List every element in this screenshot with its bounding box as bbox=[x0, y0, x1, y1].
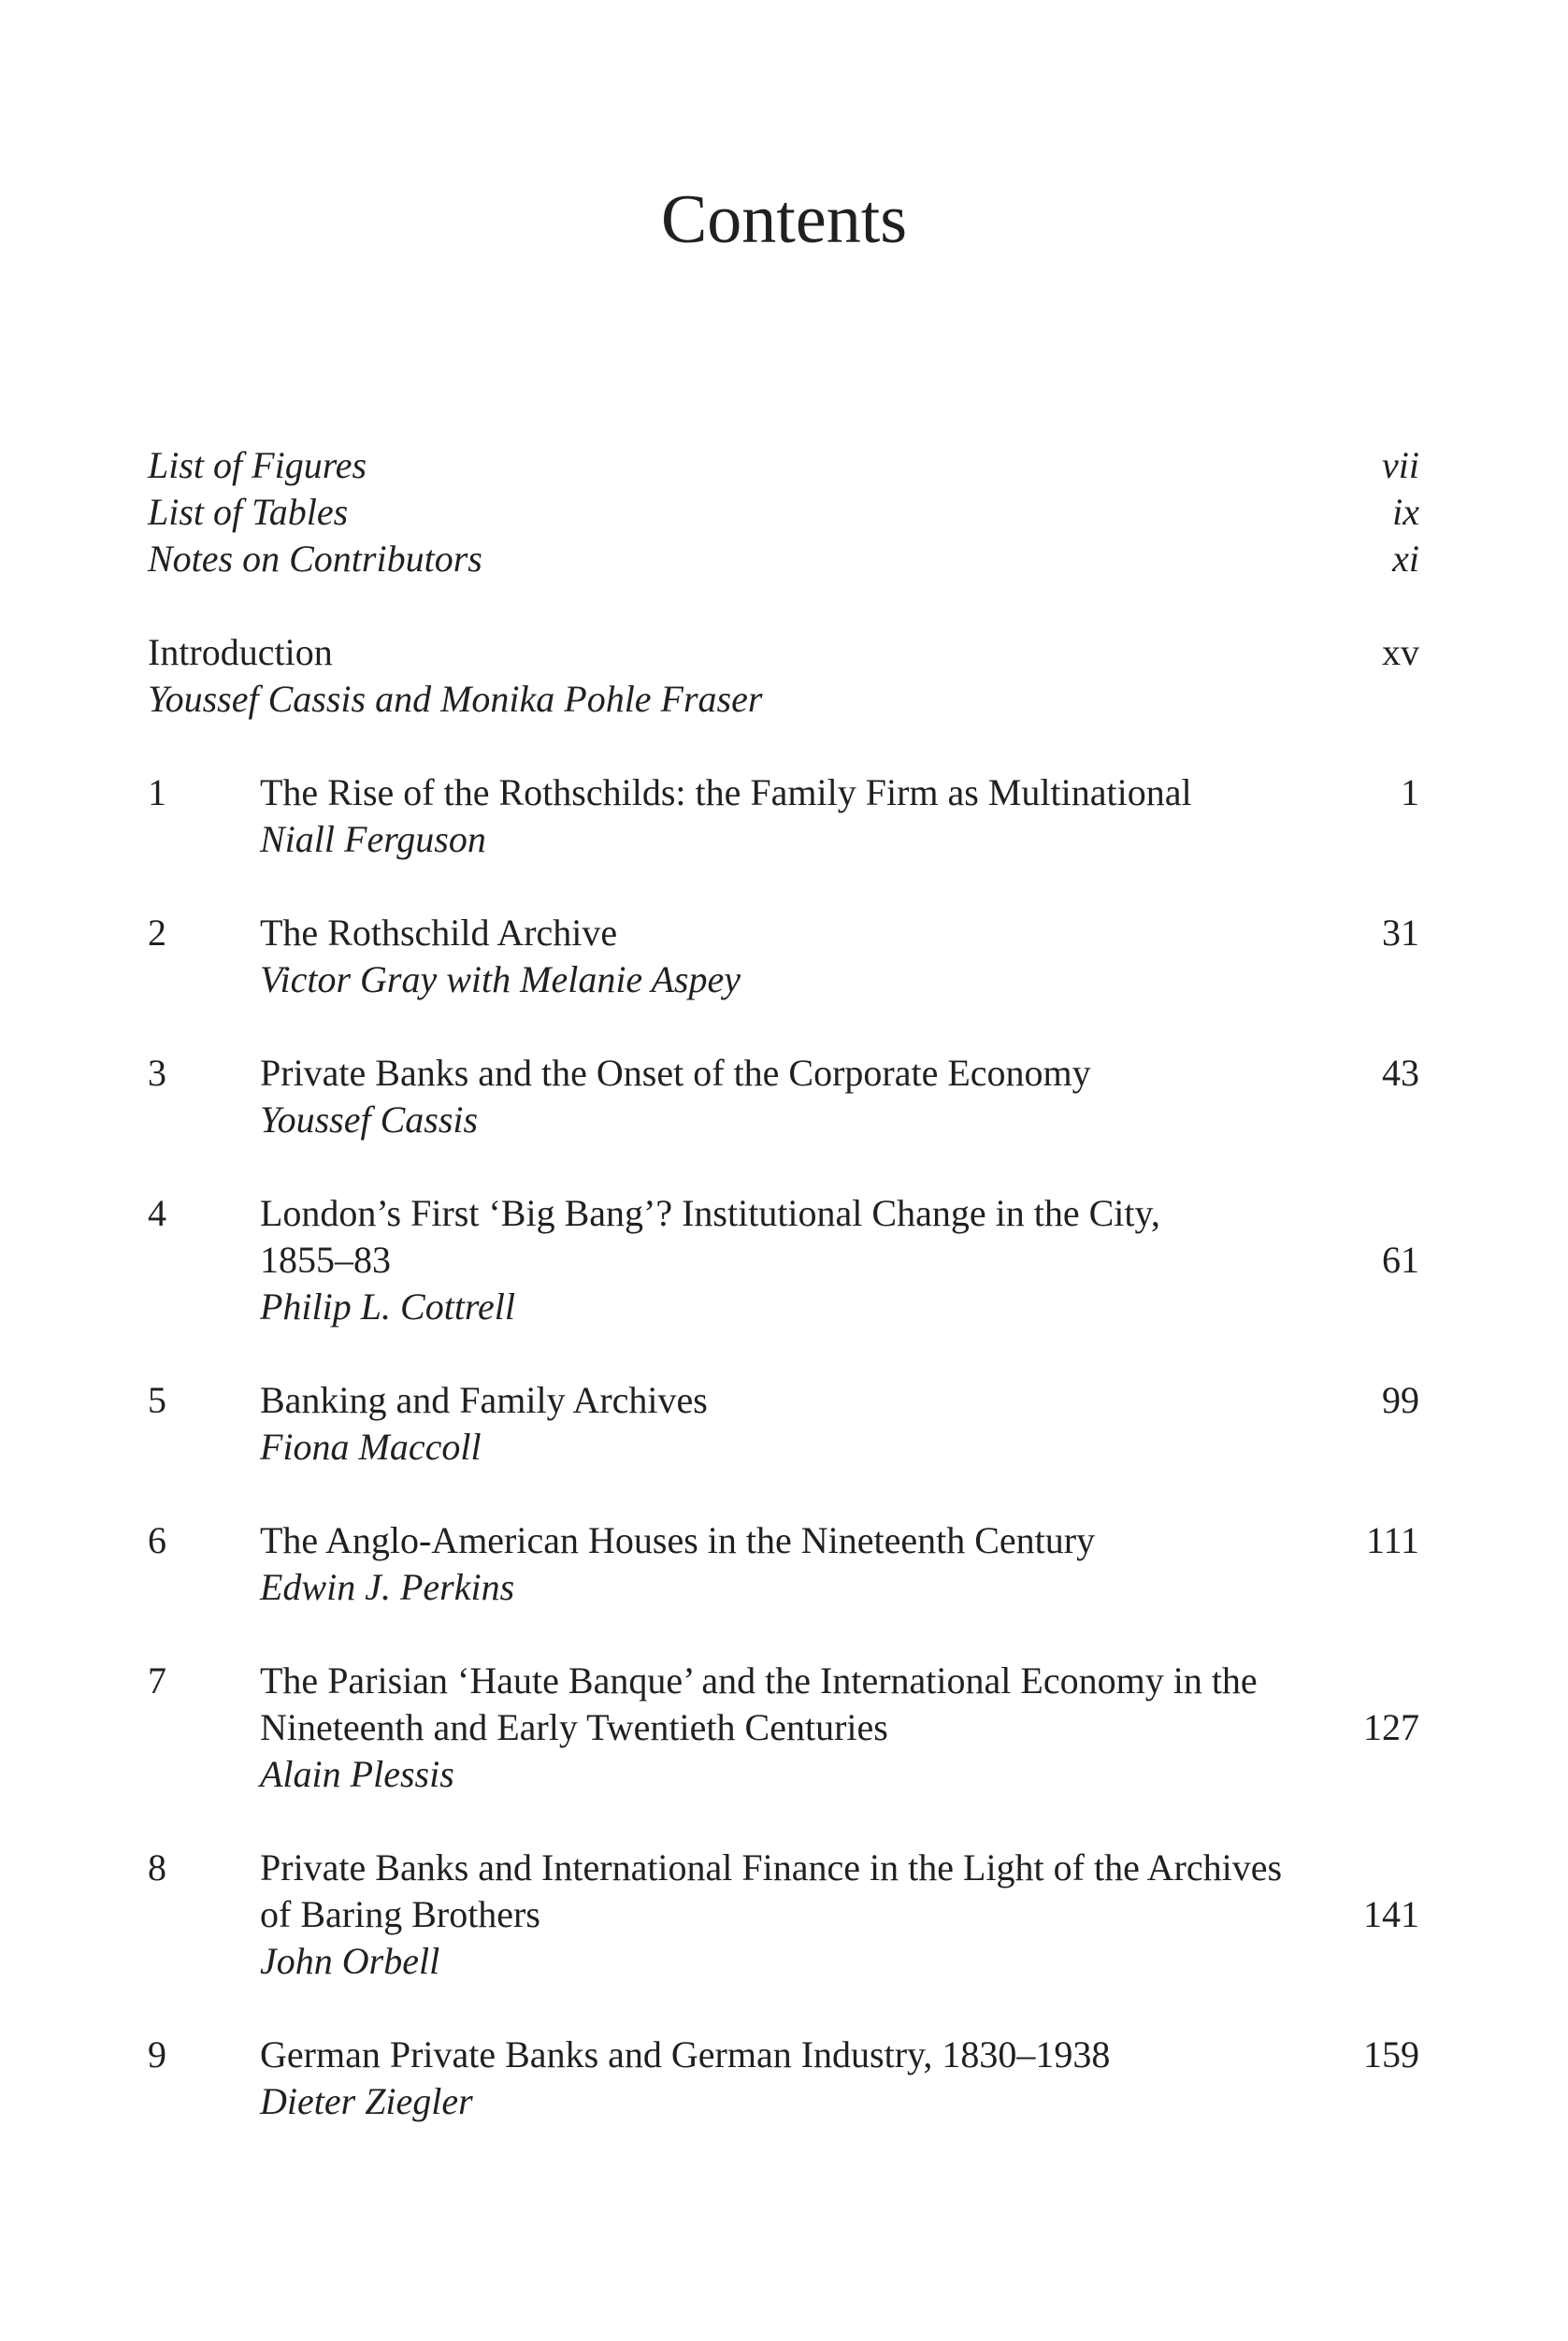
entry-author: Youssef Cassis and Monika Pohle Fraser bbox=[148, 678, 763, 720]
toc-entry-chapter[interactable] bbox=[148, 1190, 1419, 1330]
entry-author: Dieter Ziegler bbox=[260, 2080, 473, 2122]
entry-title-line bbox=[148, 1190, 1419, 1237]
toc-entry-introduction[interactable] bbox=[148, 629, 1419, 676]
page-number: xi bbox=[1392, 538, 1419, 580]
entry-author-line bbox=[148, 1751, 1419, 1798]
chapter-number: 2 bbox=[148, 912, 166, 954]
entry-title: Private Banks and International Finance in the Light of the Archives bbox=[260, 1846, 1283, 1889]
toc-entry-chapter[interactable] bbox=[148, 1050, 1419, 1143]
chapter-number: 1 bbox=[148, 771, 166, 813]
spacer bbox=[148, 1985, 1419, 2032]
spacer bbox=[148, 723, 1419, 769]
spacer bbox=[148, 1798, 1419, 1845]
page-number: xv bbox=[1382, 631, 1419, 673]
entry-title: List of Figures bbox=[148, 444, 367, 486]
entry-title: Introduction bbox=[148, 631, 333, 673]
entry-title: Nineteenth and Early Twentieth Centuries bbox=[260, 1706, 888, 1748]
page-title: Contents bbox=[660, 181, 908, 258]
toc-entry-chapter[interactable] bbox=[148, 1845, 1419, 1985]
entry-title: The Parisian ‘Haute Banque’ and the International Economy in the bbox=[260, 1659, 1258, 1702]
spacer bbox=[148, 1003, 1419, 1050]
spacer bbox=[148, 1330, 1419, 1377]
entry-author: Youssef Cassis bbox=[260, 1099, 479, 1141]
chapter-number: 7 bbox=[148, 1659, 166, 1702]
entry-author-line bbox=[148, 956, 1419, 1003]
chapter-number: 8 bbox=[148, 1846, 166, 1889]
page-number: 31 bbox=[1382, 912, 1419, 954]
page-number: 1 bbox=[1401, 771, 1419, 813]
entry-title: Notes on Contributors bbox=[148, 538, 482, 580]
entry-title-line bbox=[148, 1050, 1419, 1097]
entry-title: The Rothschild Archive bbox=[260, 912, 618, 954]
spacer bbox=[148, 863, 1419, 910]
entry-title-line bbox=[148, 2032, 1419, 2078]
entry-author-line bbox=[148, 1564, 1419, 1611]
entry-author-line bbox=[148, 2078, 1419, 2125]
toc-entry-front-matter[interactable] bbox=[148, 489, 1419, 536]
page-number: ix bbox=[1392, 491, 1419, 533]
entry-author: Philip L. Cottrell bbox=[260, 1285, 515, 1328]
entry-title: The Rise of the Rothschilds: the Family Firm as Multinational bbox=[260, 771, 1192, 813]
spacer bbox=[148, 1471, 1419, 1517]
entry-author: Victor Gray with Melanie Aspey bbox=[260, 958, 741, 1000]
toc-entry-front-matter[interactable] bbox=[148, 536, 1419, 582]
entry-author: Fiona Maccoll bbox=[260, 1426, 482, 1468]
entry-author-line bbox=[148, 816, 1419, 863]
spacer bbox=[148, 1143, 1419, 1190]
spacer bbox=[148, 582, 1419, 629]
entry-title-line bbox=[148, 910, 1419, 956]
entry-title-line bbox=[148, 1845, 1419, 1891]
toc-entry-chapter[interactable] bbox=[148, 1377, 1419, 1471]
entry-title: London’s First ‘Big Bang’? Institutional Change in the City, bbox=[260, 1192, 1160, 1234]
chapter-number: 3 bbox=[148, 1052, 166, 1094]
page-number: 127 bbox=[1363, 1706, 1419, 1748]
entry-author: Alain Plessis bbox=[260, 1753, 454, 1795]
entry-title: of Baring Brothers bbox=[260, 1893, 540, 1935]
toc-entry-front-matter[interactable] bbox=[148, 442, 1419, 489]
entry-author: Niall Ferguson bbox=[260, 818, 486, 860]
entry-author-line bbox=[148, 1284, 1419, 1330]
chapter-number: 6 bbox=[148, 1519, 166, 1561]
toc-entry-chapter[interactable] bbox=[148, 2032, 1419, 2125]
entry-title: The Anglo-American Houses in the Nineteenth Century bbox=[260, 1519, 1096, 1561]
page-number: 61 bbox=[1382, 1239, 1419, 1281]
entry-author-line bbox=[148, 1424, 1419, 1471]
entry-title-line bbox=[148, 1237, 1419, 1284]
entry-title: 1855–83 bbox=[260, 1239, 391, 1281]
entry-title-line bbox=[148, 1377, 1419, 1424]
page-number: 43 bbox=[1382, 1052, 1419, 1094]
entry-title: Private Banks and the Onset of the Corporate Economy bbox=[260, 1052, 1091, 1094]
entry-title-line bbox=[148, 1891, 1419, 1938]
entry-title-line bbox=[148, 769, 1419, 816]
page-number: 141 bbox=[1363, 1893, 1419, 1935]
entry-title: German Private Banks and German Industry, 1830–1938 bbox=[260, 2033, 1111, 2075]
entry-title-line bbox=[148, 1658, 1419, 1704]
entry-title-line bbox=[148, 1517, 1419, 1564]
page-number: 159 bbox=[1363, 2033, 1419, 2075]
entry-author-line bbox=[148, 676, 1419, 723]
entry-author: Edwin J. Perkins bbox=[260, 1566, 515, 1608]
page-number: vii bbox=[1382, 444, 1419, 486]
toc-entry-chapter[interactable] bbox=[148, 1517, 1419, 1611]
entry-title: List of Tables bbox=[148, 491, 349, 533]
chapter-number: 9 bbox=[148, 2033, 166, 2075]
page-number: 111 bbox=[1365, 1519, 1419, 1561]
toc-entry-chapter[interactable] bbox=[148, 910, 1419, 1003]
entry-title: Banking and Family Archives bbox=[260, 1379, 708, 1421]
chapter-number: 5 bbox=[148, 1379, 166, 1421]
entry-author: John Orbell bbox=[260, 1940, 440, 1982]
toc-entry-chapter[interactable] bbox=[148, 1658, 1419, 1798]
toc-entry-chapter[interactable] bbox=[148, 769, 1419, 863]
chapter-number: 4 bbox=[148, 1192, 166, 1234]
page-number: 99 bbox=[1382, 1379, 1419, 1421]
table-of-contents bbox=[148, 442, 1419, 2125]
entry-title-line bbox=[148, 1704, 1419, 1751]
spacer bbox=[148, 1611, 1419, 1658]
entry-author-line bbox=[148, 1097, 1419, 1143]
entry-author-line bbox=[148, 1938, 1419, 1985]
